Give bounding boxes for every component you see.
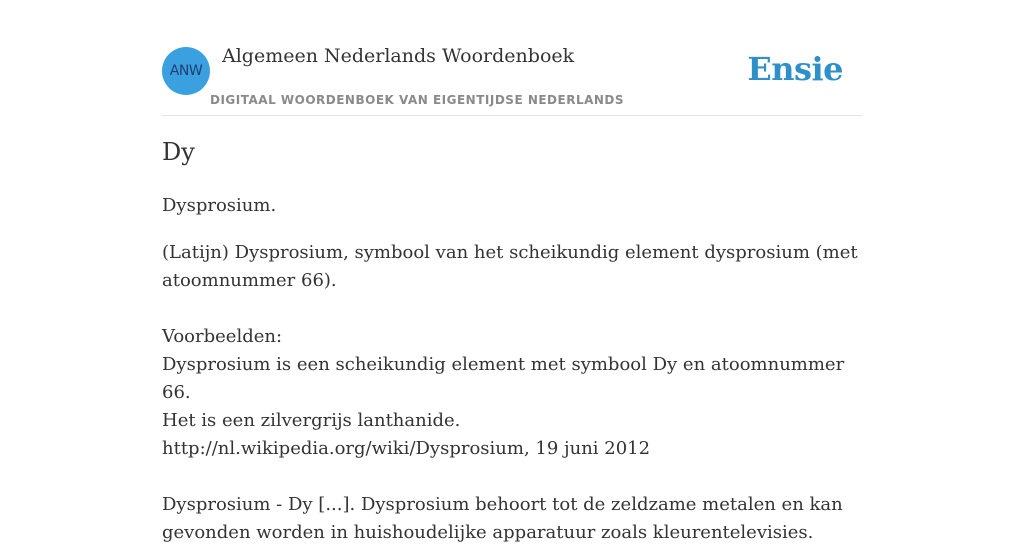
- entry-body: [162, 192, 862, 547]
- logo-text: ANW: [169, 63, 203, 79]
- examples-label: Voorbeelden:: [162, 326, 283, 347]
- site-title[interactable]: Algemeen Nederlands Woordenboek: [222, 45, 575, 67]
- site-subtitle: DIGITAAL WOORDENBOEK VAN EIGENTIJDSE NEDERLANDS: [210, 93, 625, 107]
- site-header: [162, 0, 862, 116]
- example-source: http://nl.wikipedia.org/wiki/Dysprosium, 19 juni 2012: [162, 438, 651, 459]
- example-text: Dysprosium is een scheikundig element met symbool Dy en atoomnummer 66.: [162, 354, 845, 403]
- spacer: [162, 463, 862, 491]
- page-container: [162, 0, 862, 543]
- entry-definition: Dysprosium.: [162, 195, 277, 216]
- spacer: [162, 295, 862, 323]
- example-text: Het is een zilvergrijs lanthanide.: [162, 410, 461, 431]
- entry-title: Dy: [162, 138, 195, 166]
- example-text: Dysprosium - Dy [...]. Dysprosium behoort tot de zeldzame metalen en kan gevonden worden in huishoudelijke apparatuur zoals kleurentelevisies.: [162, 494, 843, 543]
- entry-explanation: (Latijn) Dysprosium, symbool van het scheikundig element dysprosium (met atoomnummer 66).: [162, 242, 858, 291]
- ensie-brand-link[interactable]: Ensie: [747, 50, 843, 88]
- anw-logo[interactable]: [162, 47, 210, 95]
